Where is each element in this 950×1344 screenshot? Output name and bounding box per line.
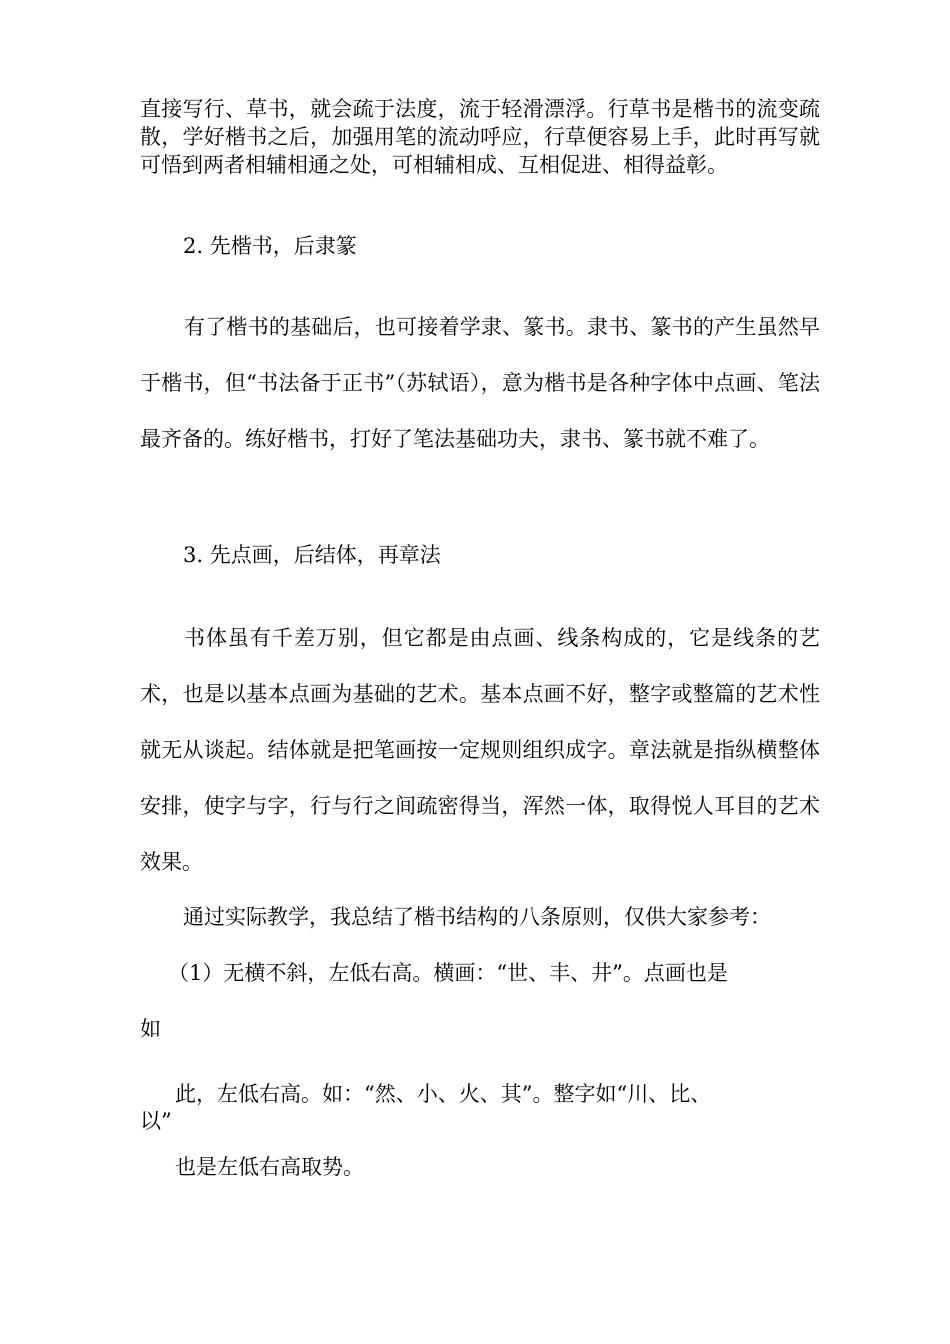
principle-1-line-4: 以” <box>140 1109 172 1133</box>
paragraph-xingcao: 直接写行、草书，就会疏于法度，流于轻滑漂浮。行草书是楷书的流变疏散，学好楷书之后，加强用笔的流动呼应，行草便容易上手，此时再写就可悟到两者相辅相通之处，可相辅相成、互相促进、相得益彰。 <box>140 97 820 177</box>
paragraph-lizhuan: 有了楷书的基础后，也可接着学隶、篆书。隶书、篆书的产生虽然早于楷书，但“书法备于正书”（苏轼语），意为楷书是各种字体中点画、笔法最齐备的。练好楷书，打好了笔法基础功夫，隶书、篆书就不难了。 <box>140 315 820 451</box>
heading-kaishu-lizhuan: 2. 先楷书，后隶篆 <box>183 234 357 258</box>
paragraph-dianhua: 书体虽有千差万别，但它都是由点画、线条构成的，它是线条的艺术，也是以基本点画为基础的艺术。基本点画不好，整字或整篇的艺术性就无从谈起。结体就是把笔画按一定规则组织成字。章法就是指纵横整体安排，使字与字，行与行之间疏密得当，浑然一体，取得悦人耳目的艺术效果。 <box>140 626 820 874</box>
principle-1-line-2: 如 <box>140 1017 161 1041</box>
principle-1-line-3: 此，左低右高。如：“然、小、火、其”。整字如“川、比、 <box>175 1082 712 1106</box>
heading-dianhua-jieti-zhangfa: 3. 先点画，后结体，再章法 <box>183 543 441 567</box>
paragraph-eight-principles-intro: 通过实际教学，我总结了楷书结构的八条原则，仅供大家参考： <box>183 905 771 929</box>
principle-1-line-1: （1）无横不斜，左低右高。横画：“世、丰、井”。点画也是 <box>168 961 728 985</box>
principle-1-line-5: 也是左低右高取势。 <box>175 1155 364 1179</box>
